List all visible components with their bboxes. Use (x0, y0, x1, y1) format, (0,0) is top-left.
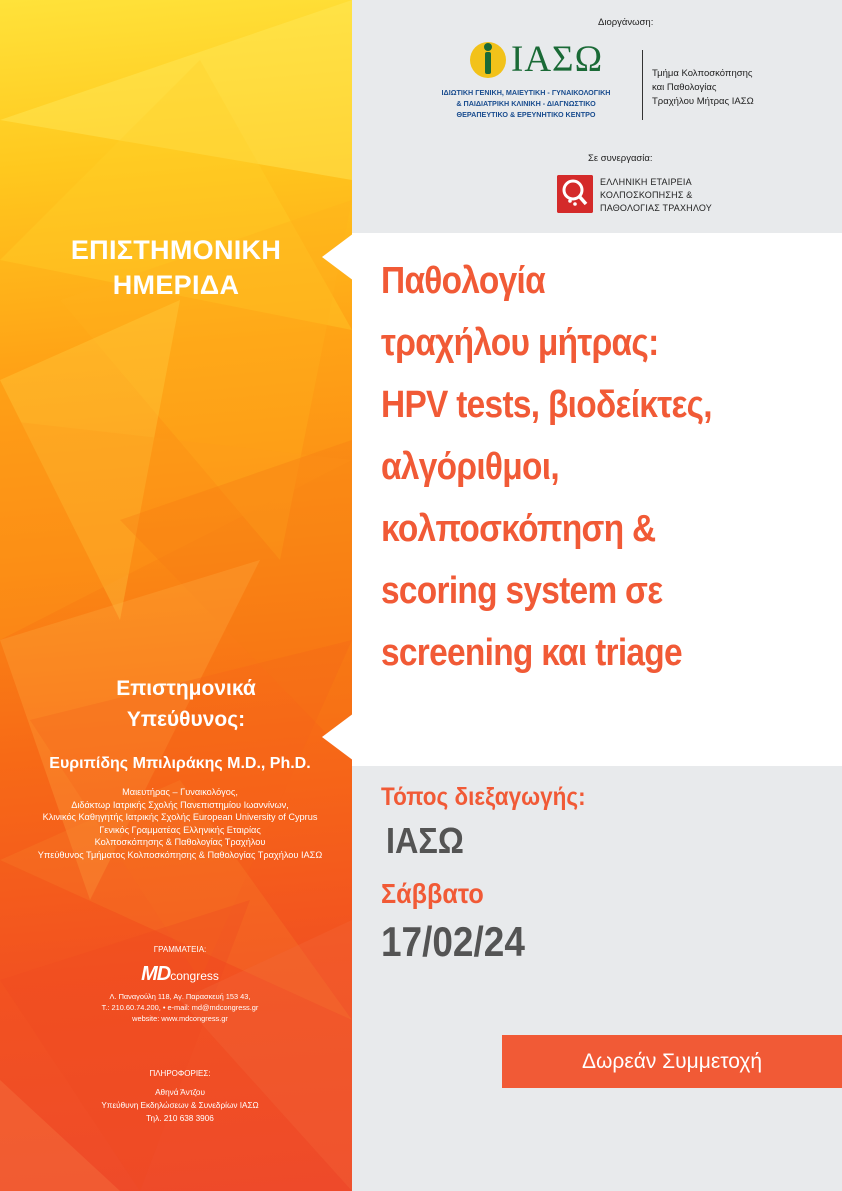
title-line: τραχήλου μήτρας: (381, 322, 659, 364)
resp-heading-line2: Υπεύθυνος: (126, 708, 246, 731)
organizer-label: Διοργάνωση: (598, 17, 654, 28)
title-line: Παθολογία (381, 260, 545, 302)
mdcongress-logo-congress: congress (170, 969, 219, 983)
event-date: 17/02/24 (381, 918, 525, 965)
credential-line: Γενικός Γραμματέας Ελληνικής Εταιρίας (99, 824, 261, 835)
clinic-line: ΘΕΡΑΠΕΥΤΙΚΟ & ΕΡΕΥΝΗΤΙΚΟ ΚΕΝΤΡΟ (456, 109, 596, 119)
department-line: Τραχήλου Μήτρας ΙΑΣΩ (652, 96, 754, 107)
mdcongress-logo-md: MD (141, 963, 171, 985)
clinic-line: & ΠΑΙΔΙΑΤΡΙΚΗ ΚΛΙΝΙΚΗ - ΔΙΑΓΝΩΣΤΙΚΟ (456, 98, 596, 108)
department-name (652, 67, 792, 109)
title-line: αλγόριθμοι, (381, 446, 559, 488)
info-contact-name: Αθηνά Άντζου (155, 1088, 205, 1097)
left-orange-panel (0, 0, 352, 1191)
collaboration-label: Σε συνεργασία: (588, 153, 653, 164)
title-line: scoring system σε (381, 570, 663, 612)
society-line: ΚΟΛΠΟΣΚΟΠΗΣΗΣ & (600, 190, 693, 200)
society-name (600, 176, 712, 215)
department-line: και Παθολογίας (652, 82, 717, 93)
clinic-line: ΙΔΙΩΤΙΚΗ ΓΕΝΙΚΗ, ΜΑΙΕΥΤΙΚΗ - ΓΥΝΑΙΚΟΛΟΓΙΚΗ (441, 88, 611, 97)
credential-line: Κολποσκόπησης & Παθολογίας Τραχήλου (94, 837, 266, 848)
secretariat-contact (60, 991, 300, 1024)
secretariat-website: website: www.mdcongress.gr (132, 1014, 228, 1023)
society-line: ΕΛΛΗΝΙΚΗ ΕΤΑΙΡΕΙΑ (600, 177, 692, 187)
responsible-credentials (10, 786, 350, 862)
event-type-heading (20, 233, 332, 303)
mdcongress-logo (140, 963, 220, 987)
information-contact (60, 1086, 300, 1125)
secretariat-address: Λ. Παναγούλη 118, Αγ. Παρασκευή 153 43, (109, 992, 251, 1001)
responsible-name: Ευριπίδης Μπιλιράκης M.D., Ph.D. (49, 755, 311, 772)
event-type-line2: ΗΜΕΡΙΔΑ (112, 270, 240, 300)
clinic-description (420, 88, 632, 120)
society-logo-icon (557, 175, 593, 213)
department-line: Τμήμα Κολποσκόπησης (652, 68, 753, 79)
info-contact-phone: Τηλ. 210 638 3906 (146, 1114, 214, 1123)
secretariat-phone-email: Τ.: 210.60.74.200, • e-mail: md@mdcongress.gr (101, 1003, 259, 1012)
title-line: κολποσκόπηση & (381, 508, 656, 550)
credential-line: Υπεύθυνος Τμήματος Κολποσκόπησης & Παθολογίας Τραχήλου ΙΑΣΩ (37, 849, 323, 860)
venue-name: ΙΑΣΩ (386, 820, 464, 861)
resp-heading-line1: Επιστημονικά (116, 677, 256, 700)
credential-line: Διδάκτωρ Ιατρικής Σχολής Πανεπιστημίου Ιωαννίνων, (71, 799, 289, 810)
scientific-responsible-heading (60, 673, 312, 735)
society-line: ΠΑΘΟΛΟΓΙΑΣ ΤΡΑΧΗΛΟΥ (600, 203, 713, 213)
title-line: screening και triage (381, 632, 682, 674)
event-title (381, 250, 768, 684)
title-line: HPV tests, βιοδείκτες, (381, 384, 712, 426)
credential-line: Μαιευτήρας – Γυναικολόγος, (122, 787, 238, 797)
header-divider (642, 50, 643, 120)
info-contact-role: Υπεύθυνη Εκδηλώσεων & Συνεδρίων ΙΑΣΩ (101, 1101, 259, 1110)
event-type-line1: ΕΠΙΣΤΗΜΟΝΙΚΗ (70, 235, 282, 265)
title-notch-bottom (322, 713, 354, 761)
event-day: Σάββατο (381, 878, 484, 909)
information-label: ΠΛΗΡΟΦΟΡΙΕΣ: (149, 1069, 211, 1078)
secretariat-label: ΓΡΑΜΜΑΤΕΙΑ: (153, 945, 207, 954)
venue-label: Τόπος διεξαγωγής: (381, 783, 586, 811)
credential-line: Κλινικός Καθηγητής Ιατρικής Σχολής European University of Cyprus (42, 812, 318, 823)
iaso-logo-text: ΙΑΣΩ (511, 39, 604, 80)
free-participation-badge: Δωρεάν Συμμετοχή (502, 1035, 842, 1088)
title-notch-top (322, 233, 354, 281)
